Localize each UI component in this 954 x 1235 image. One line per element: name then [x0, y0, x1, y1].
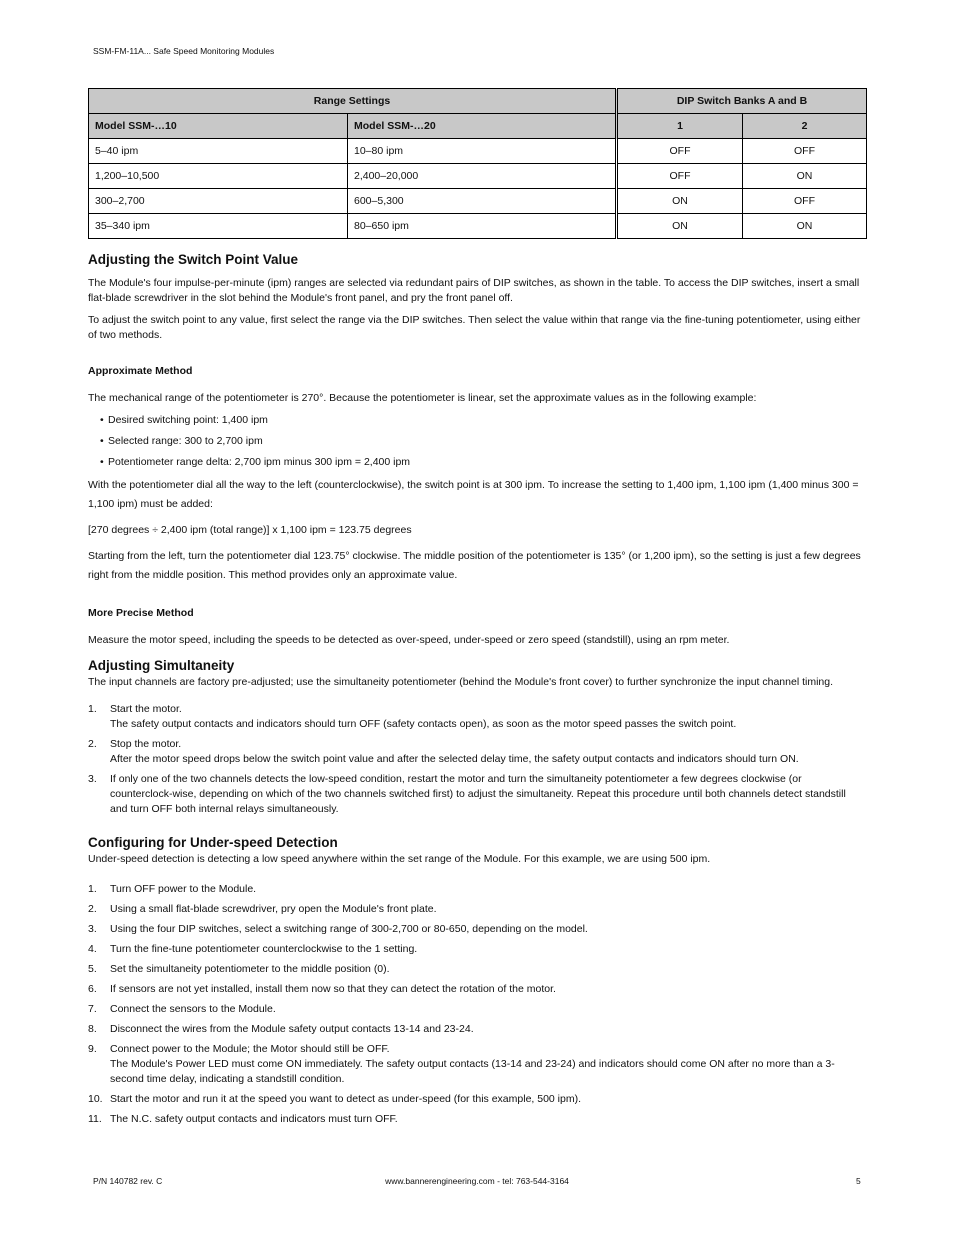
list-item: [88, 982, 866, 997]
step-number: 5.: [88, 963, 97, 975]
simultaneity-heading: Adjusting Simultaneity: [88, 658, 235, 673]
table-cell: 10–80 ipm: [348, 139, 617, 164]
approximate-method-formula: [270 degrees ÷ 2,400 ipm (total range)] x 1,100 ipm = 123.75 degrees: [88, 524, 412, 536]
list-item: • Selected range: 300 to 2,700 ipm: [100, 434, 866, 449]
list-item: [88, 902, 866, 917]
range-settings-header: Range Settings: [89, 89, 617, 114]
table-cell: ON: [617, 189, 743, 214]
switch-point-paragraph-2: To adjust the switch point to any value, first select the range via the DIP switches. Then select the value within that range via the fine-tuning potentiometer, using either of two methods.: [88, 314, 861, 341]
running-head: SSM-FM-11A... Safe Speed Monitoring Modules: [93, 46, 275, 56]
approximate-method-paragraph-1: The mechanical range of the potentiometer is 270°. Because the potentiometer is linear, set the approximate values as in the following example:: [88, 392, 757, 404]
footer-page-number: 5: [856, 1176, 861, 1186]
step-text: If only one of the two channels detects the low-speed condition, restart the motor and turn the simultaneity potentiometer a few degrees clockwise (or counterclock-wise, depending on which of the two channels switched first) to adjust the simultaneity. Repeat this procedure until both channels detect standstill and turn OFF both internal relays simultaneously.: [110, 773, 846, 815]
step-number: 10.: [88, 1093, 103, 1105]
table-cell: 80–650 ipm: [348, 214, 617, 239]
step-text: Start the motor and run it at the speed you want to detect as under-speed (for this example, 500 ipm).: [110, 1093, 582, 1105]
step-number: 2.: [88, 738, 97, 750]
underspeed-steps: [88, 882, 866, 1127]
example-bullet-list: [100, 413, 866, 470]
step-text: Using the four DIP switches, select a switching range of 300-2,700 or 80-650, depending on the model.: [110, 923, 588, 935]
content: [88, 88, 866, 1132]
list-item: • Potentiometer range delta: 2,700 ipm minus 300 ipm = 2,400 ipm: [100, 455, 866, 470]
col-header-switch-1: 1: [617, 114, 743, 139]
step-text: The N.C. safety output contacts and indicators must turn OFF.: [110, 1113, 398, 1125]
step-number: 3.: [88, 773, 97, 785]
switch-point-paragraph-1: The Module's four impulse-per-minute (ipm) ranges are selected via redundant pairs of DIP switches, as shown in the table. To access the DIP switches, insert a small flat-blade screwdriver in the slot behind the Module's front panel, and pry the front panel off.: [88, 277, 860, 304]
table-row: [89, 189, 867, 214]
approximate-method-paragraph-3: Starting from the left, turn the potentiometer dial 123.75° clockwise. The middle position of the potentiometer is 135° (or 1,200 ipm), so the setting is just a few degrees right from the middle position. This method provides only an approximate value.: [88, 550, 861, 581]
step-number: 1.: [88, 703, 97, 715]
list-item: [88, 962, 866, 977]
list-item: [88, 1042, 866, 1087]
col-header-model-10: Model SSM-…10: [89, 114, 348, 139]
table-row: [89, 164, 867, 189]
step-number: 8.: [88, 1023, 97, 1035]
step-text: Turn the fine-tune potentiometer counterclockwise to the 1 setting.: [110, 943, 418, 955]
step-number: 9.: [88, 1043, 97, 1055]
simultaneity-steps: [88, 702, 866, 817]
table-cell: 1,200–10,500: [89, 164, 348, 189]
col-header-model-20: Model SSM-…20: [348, 114, 617, 139]
step-number: 2.: [88, 903, 97, 915]
table-cell: 35–340 ipm: [89, 214, 348, 239]
step-text: If sensors are not yet installed, install them now so that they can detect the rotation of the motor.: [110, 983, 556, 995]
step-number: 7.: [88, 1003, 97, 1015]
step-text: Set the simultaneity potentiometer to the middle position (0).: [110, 963, 390, 975]
list-item: [88, 942, 866, 957]
precise-method-heading: More Precise Method: [88, 607, 194, 619]
list-item: [88, 1002, 866, 1017]
step-text: Connect power to the Module; the Motor should still be OFF.: [110, 1043, 390, 1055]
table-cell: ON: [743, 164, 867, 189]
switch-point-heading: Adjusting the Switch Point Value: [88, 252, 299, 267]
table-cell: 5–40 ipm: [89, 139, 348, 164]
step-number: 4.: [88, 943, 97, 955]
underspeed-heading: Configuring for Under-speed Detection: [88, 835, 338, 850]
table-row: [89, 214, 867, 239]
table-row: [89, 139, 867, 164]
list-item: [88, 1112, 866, 1127]
list-item: [88, 922, 866, 937]
list-item: [88, 1092, 866, 1107]
table-cell: 2,400–20,000: [348, 164, 617, 189]
list-item: • Desired switching point: 1,400 ipm: [100, 413, 866, 428]
list-item: [88, 772, 866, 817]
footer-contact: www.bannerengineering.com - tel: 763-544-3164: [385, 1176, 569, 1186]
dip-switch-header: DIP Switch Banks A and B: [617, 89, 867, 114]
table-cell: OFF: [743, 139, 867, 164]
step-detail: The safety output contacts and indicators should turn OFF (safety contacts open), as soon as the motor speed passes the switch point.: [110, 718, 737, 730]
table-cell: ON: [617, 214, 743, 239]
range-settings-table: [88, 88, 867, 239]
footer-part-number: P/N 140782 rev. C: [93, 1176, 163, 1186]
step-number: 3.: [88, 923, 97, 935]
step-detail: After the motor speed drops below the switch point value and after the selected delay time, the safety output contacts and indicators should turn ON.: [110, 753, 799, 765]
list-item: [88, 737, 866, 767]
table-cell: OFF: [617, 164, 743, 189]
step-text: Using a small flat-blade screwdriver, pry open the Module's front plate.: [110, 903, 437, 915]
step-detail: The Module's Power LED must come ON immediately. The safety output contacts (13-14 and 23-24) and indicators should come ON after no more than a 3-second time delay, indicating a standstill condition.: [110, 1058, 835, 1085]
list-item: [88, 702, 866, 732]
table-cell: ON: [743, 214, 867, 239]
col-header-switch-2: 2: [743, 114, 867, 139]
table-column-header-row: [89, 114, 867, 139]
step-text: Start the motor.: [110, 703, 182, 715]
table-cell: OFF: [617, 139, 743, 164]
simultaneity-intro: The input channels are factory pre-adjusted; use the simultaneity potentiometer (behind the Module's front cover) to further synchronize the input channel timing.: [88, 676, 833, 688]
list-item: [88, 882, 866, 897]
table-cell: 600–5,300: [348, 189, 617, 214]
approximate-method-heading: Approximate Method: [88, 365, 193, 377]
list-item: [88, 1022, 866, 1037]
step-text: Turn OFF power to the Module.: [110, 883, 257, 895]
step-number: 11.: [88, 1113, 102, 1125]
step-text: Disconnect the wires from the Module safety output contacts 13-14 and 23-24.: [110, 1023, 474, 1035]
table-cell: 300–2,700: [89, 189, 348, 214]
step-text: Connect the sensors to the Module.: [110, 1003, 276, 1015]
step-number: 6.: [88, 983, 97, 995]
step-number: 1.: [88, 883, 97, 895]
underspeed-intro: Under-speed detection is detecting a low speed anywhere within the set range of the Module. For this example, we are using 500 ipm.: [88, 853, 711, 865]
approximate-method-paragraph-2: With the potentiometer dial all the way to the left (counterclockwise), the switch point is at 300 ipm. To increase the setting to 1,400 ipm, 1,100 ipm (1,400 minus 300 = 1,100 ipm) must be added:: [88, 479, 859, 510]
step-text: Stop the motor.: [110, 738, 182, 750]
table-cell: OFF: [743, 189, 867, 214]
precise-method-paragraph: Measure the motor speed, including the speeds to be detected as over-speed, under-speed or zero speed (standstill), using an rpm meter.: [88, 634, 730, 646]
table-group-header-row: [89, 89, 867, 114]
